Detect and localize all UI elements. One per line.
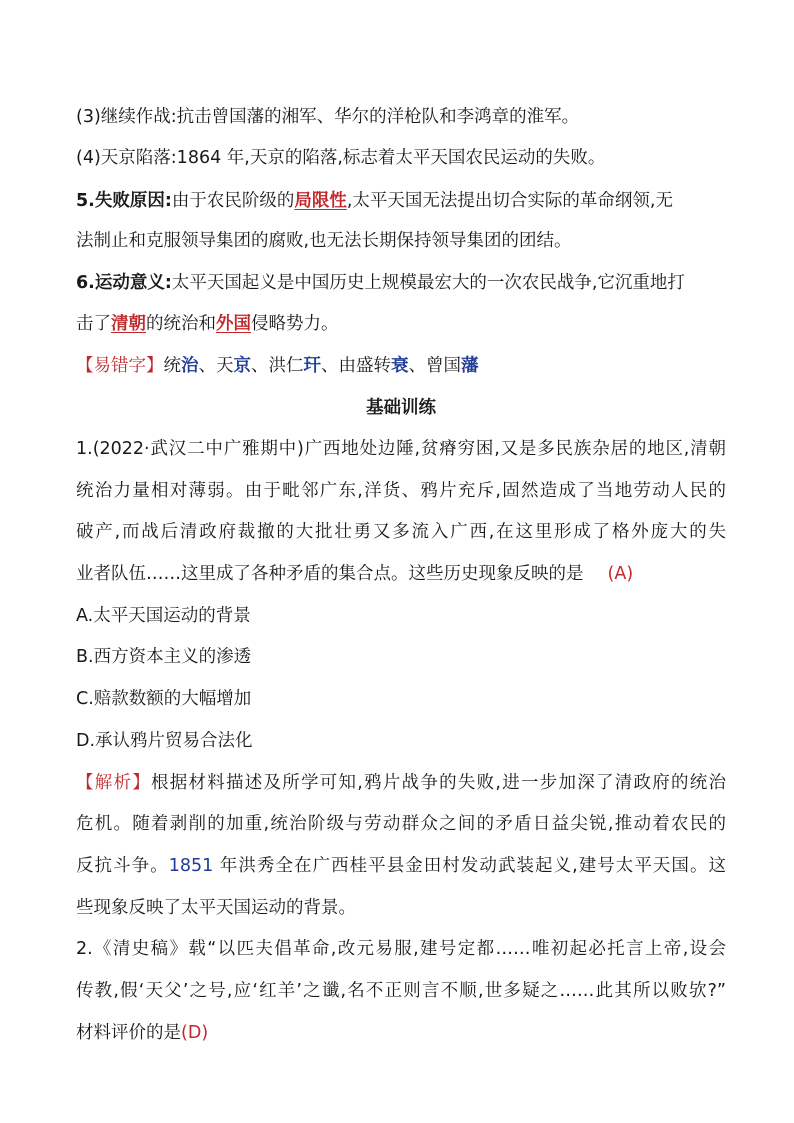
- q1-option-c: C.赔款数额的大幅增加: [76, 689, 252, 709]
- typo-words-line: [76, 354, 726, 378]
- q1-line-3: 破产,而战后清政府裁撤的大批壮勇又多流入广西,在这里形成了格外庞大的失: [76, 522, 726, 542]
- point-5-text-pre: 由于农民阶级的: [171, 191, 295, 211]
- typo-word-1a: 统: [163, 356, 181, 376]
- analysis-text-3: 年洪秀全在广西桂平县金田村发动武装起义,建号太平天国。这: [213, 856, 727, 876]
- typo-word-4b: 衰: [391, 356, 409, 376]
- analysis-label: 【解析】: [76, 773, 152, 793]
- q2-stem-end: 材料评价的是: [76, 1023, 181, 1043]
- section-title: 基础训练: [366, 398, 436, 418]
- q1-answer-close: ): [626, 564, 634, 584]
- q2-line-2: 传教,假‘天父’之号,应‘红羊’之谶,名不正则言不顺,世多疑之……此其所以败欤?”: [76, 981, 726, 1001]
- analysis-line-4: 些现象反映了太平天国运动的背景。: [76, 898, 356, 918]
- point-6-line-2: [76, 312, 726, 336]
- q1-stem-end: 业者队伍……这里成了各种矛盾的集合点。这些历史现象反映的是: [76, 564, 584, 584]
- analysis-year: 1851: [168, 856, 214, 876]
- analysis-text-3-pre: 反抗斗争。: [76, 856, 169, 876]
- q1-line-2: 统治力量相对薄弱。由于毗邻广东,洋货、鸦片充斥,固然造成了当地劳动人民的: [76, 481, 726, 501]
- typo-label: 【易错字】: [76, 356, 164, 376]
- point-6-keyword-qing: 清朝: [111, 314, 146, 334]
- typo-sep-4: 、曾国: [408, 356, 461, 376]
- analysis-line-3: [76, 854, 726, 878]
- q1-answer: A: [614, 564, 627, 584]
- typo-sep-3: 、由盛转: [321, 356, 391, 376]
- typo-word-5b: 藩: [461, 356, 479, 376]
- typo-word-1b: 治: [181, 356, 199, 376]
- point-6-pre: 击了: [76, 314, 111, 334]
- point-5-line-2: 法制止和克服领导集团的腐败,也无法长期保持领导集团的团结。: [76, 231, 572, 251]
- q2-line-1: 2.《清史稿》载“以匹夫倡革命,改元易服,建号定都……唯初起必托言上帝,设会: [76, 939, 726, 959]
- typo-word-3b: 玕: [303, 356, 321, 376]
- point-6-mid: 的统治和: [146, 314, 216, 334]
- typo-word-2b: 京: [233, 356, 251, 376]
- point-5-keyword: 局限性: [294, 191, 347, 211]
- q2-answer-open: (: [181, 1023, 188, 1043]
- point-5-line-1: [76, 189, 726, 213]
- q1-option-d: D.承认鸦片贸易合法化: [76, 731, 253, 751]
- item-4-line: (4)天京陷落:1864 年,天京的陷落,标志着太平天国农民运动的失败。: [76, 148, 606, 168]
- point-6-heading: 6.运动意义:: [76, 273, 172, 293]
- point-5-heading: 5.失败原因:: [76, 191, 172, 211]
- q1-option-b: B.西方资本主义的渗透: [76, 647, 252, 667]
- q2-line-3: [76, 1021, 726, 1045]
- typo-sep-2: 、洪仁: [251, 356, 304, 376]
- typo-sep-1: 、天: [198, 356, 234, 376]
- q2-answer-close: ): [201, 1023, 209, 1043]
- analysis-line-1: [76, 771, 726, 795]
- q1-line-1: 1.(2022·武汉二中广雅期中)广西地处边陲,贫瘠穷困,又是多民族杂居的地区,清朝: [76, 439, 726, 459]
- q2-answer: D: [187, 1023, 202, 1043]
- q1-answer-open: (: [607, 564, 615, 584]
- point-6-post: 侵略势力。: [251, 314, 339, 334]
- point-5-text-post: ,太平天国无法提出切合实际的革命纲领,无: [346, 191, 673, 211]
- point-6-keyword-foreign: 外国: [216, 314, 251, 334]
- q1-line-4: [76, 562, 726, 586]
- point-6-text: 太平天国起义是中国历史上规模最宏大的一次农民战争,它沉重地打: [171, 273, 685, 293]
- q1-option-a: A.太平天国运动的背景: [76, 606, 251, 626]
- analysis-text-1: 根据材料描述及所学可知,鸦片战争的失败,进一步加深了清政府的统治: [151, 773, 726, 793]
- analysis-line-2: 危机。随着剥削的加重,统治阶级与劳动群众之间的矛盾日益尖锐,推动着农民的: [76, 814, 726, 834]
- item-3-line: (3)继续作战:抗击曾国藩的湘军、华尔的洋枪队和李鸿章的淮军。: [76, 107, 580, 127]
- point-6-line-1: [76, 271, 726, 295]
